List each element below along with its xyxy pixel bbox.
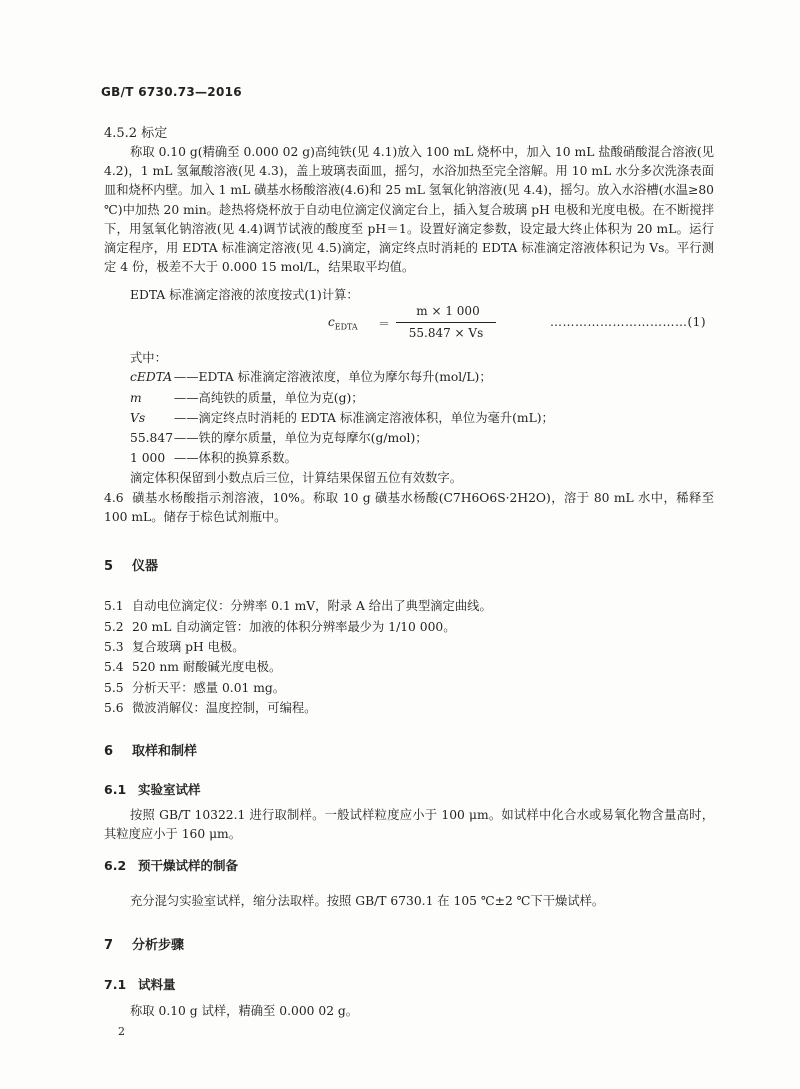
section-7-heading xyxy=(104,934,184,953)
list-item xyxy=(104,617,456,635)
section-6-heading xyxy=(104,740,197,759)
var-symbol: Vs xyxy=(130,411,146,425)
list-item xyxy=(104,698,316,716)
heading-number: 7 xyxy=(104,938,114,953)
precision-note: 滴定体积保留到小数点后三位，计算结果保留五位有效数字。 xyxy=(130,471,463,485)
var-desc: ——体积的换算系数。 xyxy=(173,451,297,465)
standard-header: GB/T 6730.73—2016 xyxy=(101,85,242,99)
heading-text: 取样和制样 xyxy=(132,744,198,759)
page-number: 2 xyxy=(118,1025,125,1038)
section-6-1-body: 按照 GB/T 10322.1 进行取制样。一般试样粒度应小于 100 μm。如试样中化合水或易氧化物含量高时，其粒度应小于 160 μm。 xyxy=(104,808,714,842)
heading-number: 7.1 xyxy=(104,977,127,992)
where-label: 式中： xyxy=(130,351,167,365)
var-row xyxy=(130,408,554,426)
var-desc: ——滴定终点时消耗的 EDTA 标准滴定溶液体积，单位为毫升(mL)； xyxy=(173,411,554,425)
item-number: 5.3 xyxy=(104,640,124,654)
item-number: 5.1 xyxy=(104,599,124,613)
list-item xyxy=(104,596,492,614)
formula-number: ……………………………(1) xyxy=(550,315,706,329)
section-4-5-2-title: 4.5.2 标定 xyxy=(104,126,168,141)
var-symbol: 55.847 xyxy=(130,431,174,445)
section-6-2-heading xyxy=(104,856,238,874)
item-text: 分析天平：感量 0.01 mg。 xyxy=(132,681,286,695)
var-row xyxy=(130,428,428,446)
section-7-1-heading xyxy=(104,975,176,993)
item-text: 微波消解仪：温度控制，可编程。 xyxy=(132,701,317,715)
list-item xyxy=(104,637,245,655)
heading-text: 仪器 xyxy=(132,559,159,574)
fraction-bar xyxy=(396,322,496,323)
heading-text: 分析步骤 xyxy=(132,938,185,953)
item-number: 5.6 xyxy=(104,701,124,715)
item-text: 复合玻璃 pH 电极。 xyxy=(132,640,245,654)
heading-number: 6 xyxy=(104,744,114,759)
var-row xyxy=(130,367,492,385)
item-text: 自动电位滴定仪：分辨率 0.1 mV，附录 A 给出了典型滴定曲线。 xyxy=(132,599,492,613)
section-7-1-body: 称取 0.10 g 试样，精确至 0.000 02 g。 xyxy=(130,1004,359,1018)
item-number: 5.5 xyxy=(104,681,124,695)
section-5-heading xyxy=(104,555,158,574)
formula-equals: ＝ xyxy=(378,317,391,331)
heading-number: 6.2 xyxy=(104,858,127,873)
formula-numerator: m × 1 000 xyxy=(416,304,480,318)
item-text: 520 nm 耐酸碱光度电极。 xyxy=(132,660,282,674)
section-4-6 xyxy=(104,489,714,527)
formula-intro: EDTA 标准滴定溶液的浓度按式(1)计算： xyxy=(130,288,359,302)
formula-lhs: $c_{EDTA}$ xyxy=(328,315,358,332)
var-desc: ——EDTA 标准滴定溶液浓度，单位为摩尔每升(mol/L)； xyxy=(173,370,492,384)
var-symbol: 1 000 xyxy=(130,451,166,465)
var-row xyxy=(130,388,364,406)
list-item xyxy=(104,678,285,696)
item-text: 20 mL 自动滴定管：加液的体积分辨率最少为 1/10 000。 xyxy=(132,620,456,634)
formula-1 xyxy=(328,302,488,344)
heading-number: 5 xyxy=(104,559,114,574)
section-6-1-heading xyxy=(104,780,201,798)
section-4-5-2-body: 称取 0.10 g(精确至 0.000 02 g)高纯铁(见 4.1)放入 100 mL 烧杯中，加入 10 mL 盐酸硝酸混合溶液(见 4.2)，1 mL 氢氟酸溶液(见 4.3)，盖上玻璃表面皿，摇匀，水浴加热至完全溶解。用 10 mL 水分多次洗涤表面皿和烧杯内壁。加入 1 mL 磺基水杨酸溶液(4.6)和 25 mL 氢氧化钠溶液(见 4.4)，摇匀。放入水浴槽(水温≥80 ℃)中加热 20 min。趁热将烧杯放于自动电位滴定仪滴定台上，插入复合玻璃 pH 电极和光度电极。在不断搅拌下，用氢氧化钠溶液(见 4.4)调节试液的酸度至 pH＝1。设置好滴定参数，设定最大终止体积为 20 mL。运行滴定程序，用 EDTA 标准滴定溶液(见 4.5)滴定，滴定终点时消耗的 EDTA 标准滴定溶液体积记为 Vs。平行测定 4 份，极差不大于 0.000 15 mol/L，结果取平均值。 xyxy=(104,145,714,275)
formula-denominator: 55.847 × Vs xyxy=(408,326,484,340)
heading-text: 试料量 xyxy=(138,977,176,992)
heading-number: 6.1 xyxy=(104,782,127,797)
var-desc: ——高纯铁的质量，单位为克(g)； xyxy=(173,391,364,405)
var-desc: ——铁的摩尔质量，单位为克每摩尔(g/mol)； xyxy=(173,431,428,445)
list-item xyxy=(104,657,281,675)
section-number: 4.6 xyxy=(104,491,124,505)
var-row xyxy=(130,448,297,466)
section-4-6-text: 磺基水杨酸指示剂溶液，10%。称取 10 g 磺基水杨酸(C7H6O6S·2H2O)，溶于 80 mL 水中，稀释至 100 mL。储存于棕色试剂瓶中。 xyxy=(104,491,715,525)
var-symbol: m xyxy=(130,391,142,405)
var-symbol: cEDTA xyxy=(130,370,173,384)
heading-text: 实验室试样 xyxy=(138,782,201,797)
item-number: 5.4 xyxy=(104,660,124,674)
heading-text: 预干燥试样的制备 xyxy=(138,858,239,873)
item-number: 5.2 xyxy=(104,620,124,634)
section-6-2-body: 充分混匀实验室试样，缩分法取样。按照 GB/T 6730.1 在 105 ℃±2 ℃下干燥试样。 xyxy=(130,894,605,908)
